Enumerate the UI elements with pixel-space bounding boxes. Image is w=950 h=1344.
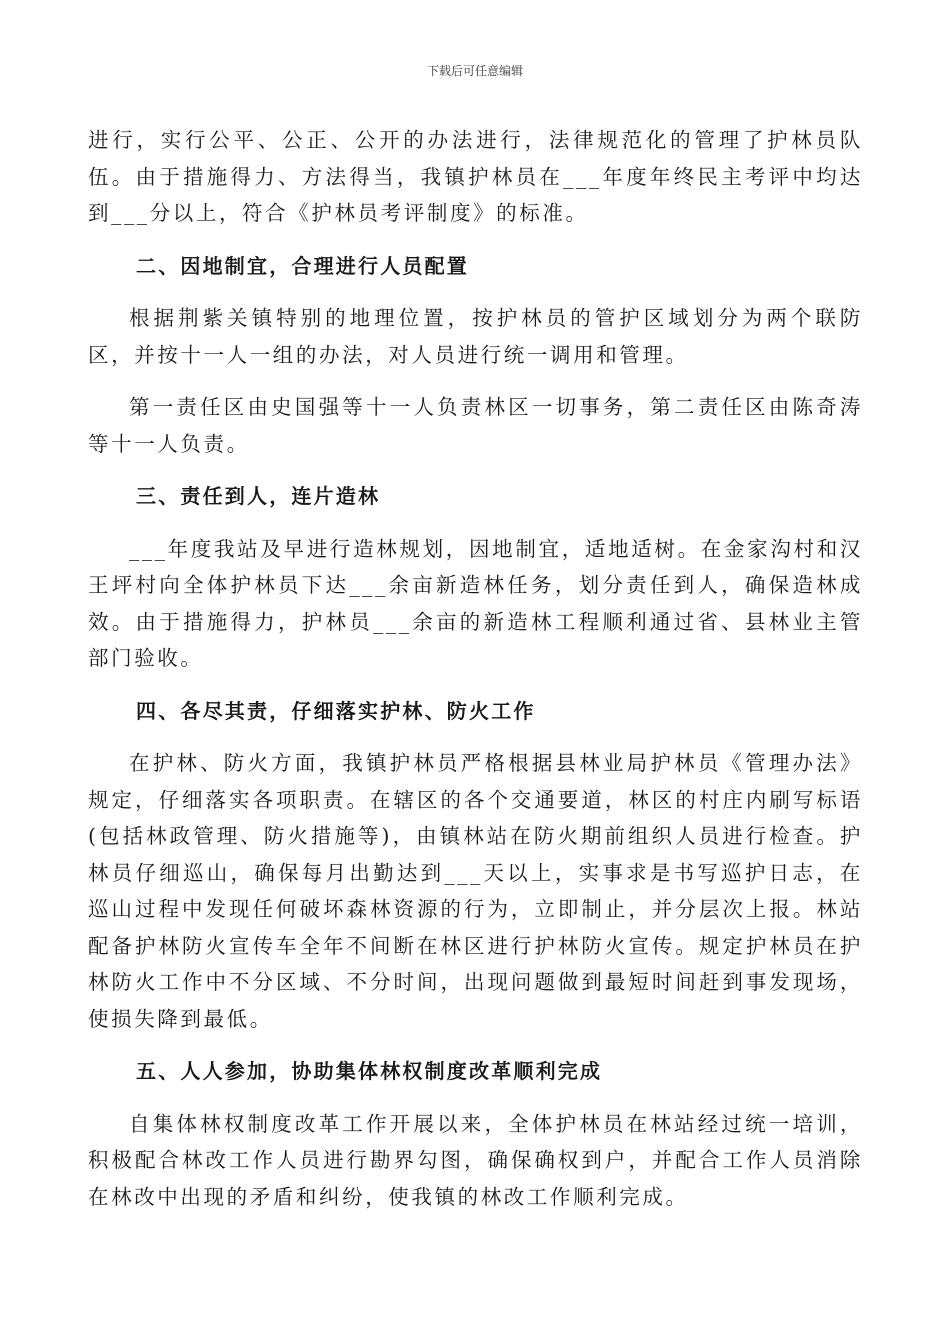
paragraph-5: 自集体林权制度改革工作开展以来，全体护林员在林站经过统一培训，积极配合林改工作人员进行勘界勾图，确保确权到户，并配合工作人员消除在林改中出现的矛盾和纠纷，使我镇的林改工作顺利完成。: [88, 1111, 863, 1209]
paragraph-3: ___年度我站及早进行造林规划，因地制宜，适地适树。在金家沟村和汉王坪村向全体护林员下达___余亩新造林任务，划分责任到人，确保造林成效。由于措施得力，护林员___余亩的新造林工程顺利通过省、县林业主管部门验收。: [88, 536, 863, 670]
section-heading-4: 四、各尽其责，仔细落实护林、防火工作: [136, 698, 536, 723]
section-heading-5: 五、人人参加，协助集体林权制度改革顺利完成: [136, 1059, 603, 1083]
section-heading-3: 三、责任到人，连片造林: [136, 484, 381, 508]
paragraph-4: 在护林、防火方面，我镇护林员严格根据县林业局护林员《管理办法》规定，仔细落实各项职责。在辖区的各个交通要道，林区的村庄内刷写标语(包括林政管理、防火措施等)，由镇林站在防火期前组织人员进行检查。护林员仔细巡山，确保每月出勤达到___天以上，实事求是书写巡护日志，在巡山过程中发现任何破坏森林资源的行为，立即制止，并分层次上报。林站配备护林防火宣传车全年不间断在林区进行护林防火宣传。规定护林员在护林防火工作中不分区域、不分时间，出现问题做到最短时间赶到事发现场，使损失降到最低。: [88, 751, 863, 1031]
document-body: [88, 122, 863, 1215]
paragraph-2a: 根据荆紫关镇特别的地理位置，按护林员的管护区域划分为两个联防区，并按十一人一组的办法，对人员进行统一调用和管理。: [88, 306, 863, 367]
paragraph-intro: 进行，实行公平、公正、公开的办法进行，法律规范化的管理了护林员队伍。由于措施得力、方法得当，我镇护林员在___年度年终民主考评中均达到___分以上，符合《护林员考评制度》的标准。: [88, 128, 863, 225]
section-heading-2: 二、因地制宜，合理进行人员配置: [136, 253, 469, 278]
paragraph-2b: 第一责任区由史国强等十一人负责林区一切事务，第二责任区由陈奇涛等十一人负责。: [88, 395, 863, 456]
page-header-note: 下载后可任意编辑: [426, 64, 523, 78]
